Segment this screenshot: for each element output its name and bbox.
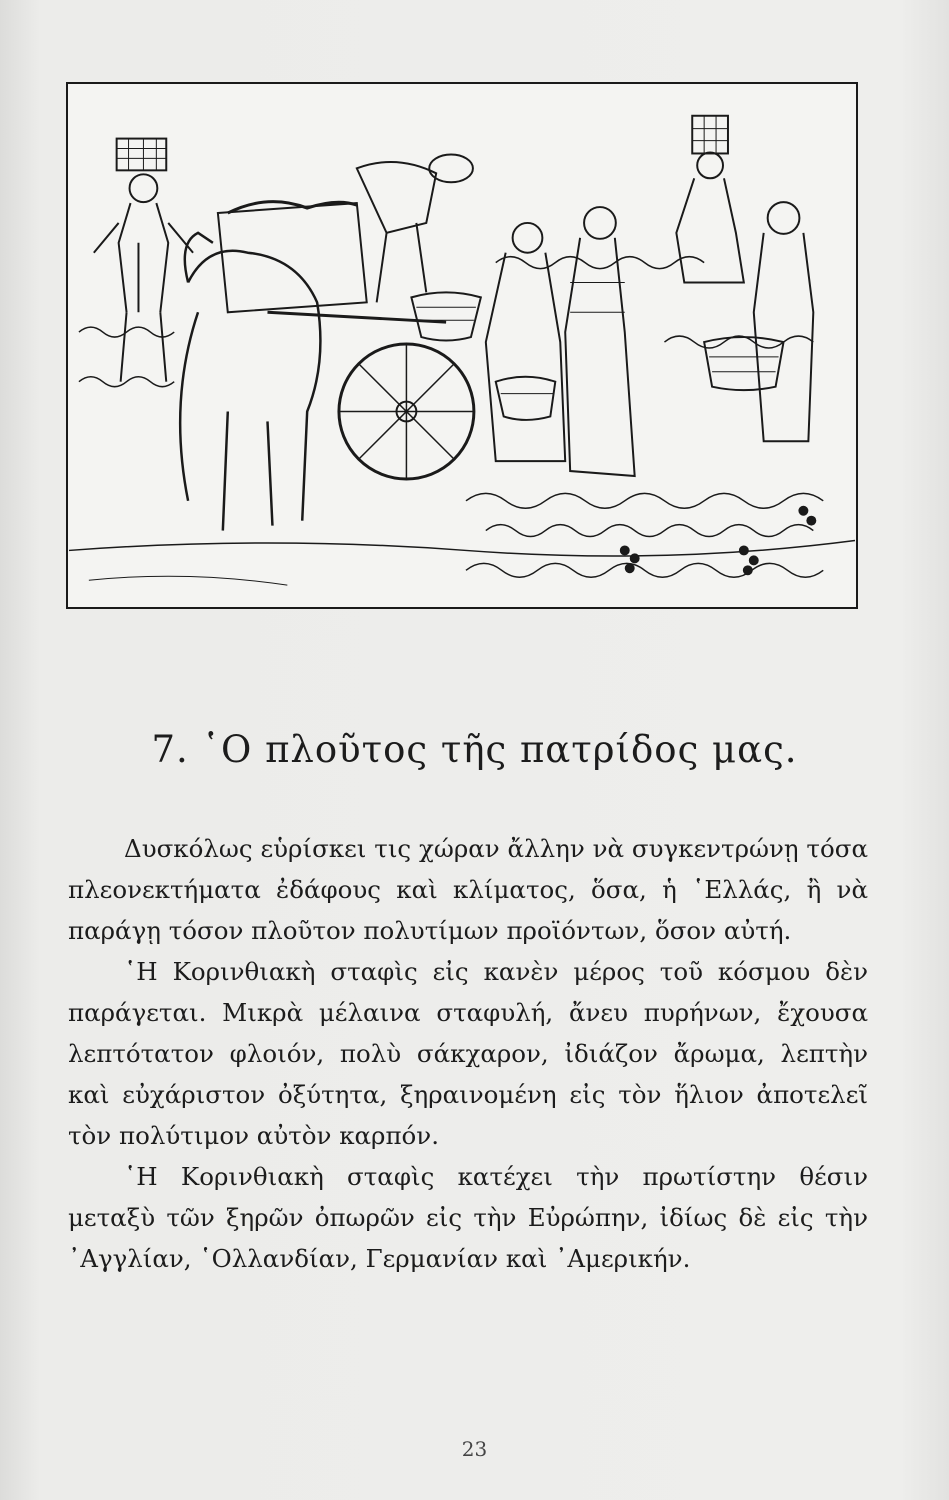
chapter-body — [68, 828, 868, 1279]
grape-harvest-illustration — [66, 82, 858, 609]
paragraph: ῾Η Κορινθιακὴ σταφὶς κατέχει τὴν πρωτίστην θέσιν μεταξὺ τῶν ξηρῶν ὀπωρῶν εἰς τὴν Εὐρώπην, ἰδίως δὲ εἰς τὴν ᾿Αγγλίαν, ῾Ολλανδίαν, Γερμανίαν καὶ ᾿Αμερικήν. — [68, 1162, 868, 1273]
page-number: 23 — [461, 1437, 488, 1461]
chapter-title: 7. ῾Ο πλοῦτος τῆς πατρίδος μας. — [151, 728, 798, 771]
paragraph: ῾Η Κορινθιακὴ σταφὶς εἰς κανὲν μέρος τοῦ κόσμου δὲν παράγεται. Μικρὰ μέλαινα σταφυλή, ἄνευ πυρήνων, ἔχουσα λεπτότατον φλοιόν, πολὺ σάκχαρον, ἰδιάζον ἄρωμα, λεπτὴν καὶ εὐχάριστον ὀξύτητα, ξηραινομένη εἰς τὸν ἥλιον ἀποτελεῖ τὸν πολύτιμον αὐτὸν καρπόν. — [68, 957, 868, 1150]
paragraph: Δυσκόλως εὑρίσκει τις χώραν ἄλλην νὰ συγκεντρώνῃ τόσα πλεονεκτήματα ἐδάφους καὶ κλίματος, ὅσα, ἡ ῾Ελλάς, ἢ νὰ παράγῃ τόσον πλοῦτον πολυτίμων προϊόντων, ὅσον αὐτή. — [68, 834, 868, 945]
